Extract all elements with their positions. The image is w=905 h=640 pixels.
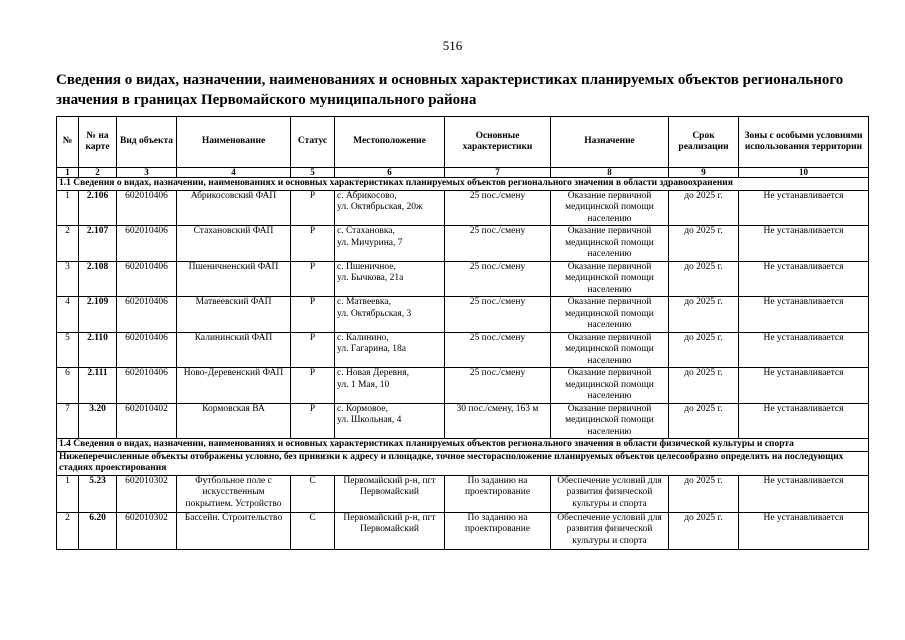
object-characteristics [445, 332, 551, 368]
object-name: Абрикосовский ФАП [177, 190, 291, 226]
column-number: 6 [335, 168, 445, 178]
object-purpose: Обеспечение условий для развития физической культуры и спорта [551, 512, 669, 549]
location-street: ул. Октябрьская, 20ж [337, 202, 423, 212]
object-kind: 602010406 [117, 261, 177, 297]
row-number: 1 [57, 190, 79, 226]
special-zones: Не устанавливается [739, 332, 869, 368]
section-heading: 1.4 Сведения о видах, назначении, наименованиях и основных характеристиках планируемых объектов регионального значения в области физической культуры и спорта [57, 439, 869, 452]
header-cell: № на карте [79, 117, 117, 168]
object-status: Р [291, 261, 335, 297]
object-location [335, 261, 445, 297]
column-number: 5 [291, 168, 335, 178]
special-zones: Не устанавливается [739, 226, 869, 262]
special-zones: Не устанавливается [739, 297, 869, 333]
implementation-term: до 2025 г. [669, 190, 739, 226]
table-row [57, 475, 869, 512]
column-number: 4 [177, 168, 291, 178]
object-characteristics [445, 403, 551, 439]
header-cell: Срок реализации [669, 117, 739, 168]
object-characteristics [445, 190, 551, 226]
map-number: 2.111 [79, 368, 117, 404]
special-zones: Не устанавливается [739, 190, 869, 226]
row-number: 2 [57, 512, 79, 549]
object-kind: 602010402 [117, 403, 177, 439]
characteristics-text: 30 пос./смену, 163 м [456, 403, 539, 414]
implementation-term: до 2025 г. [669, 512, 739, 549]
header-cell: Местоположение [335, 117, 445, 168]
header-cell: Назначение [551, 117, 669, 168]
implementation-term: до 2025 г. [669, 226, 739, 262]
object-location [335, 332, 445, 368]
object-kind: 602010406 [117, 226, 177, 262]
object-kind: 602010406 [117, 297, 177, 333]
table-header-row [57, 117, 869, 168]
objects-table [56, 116, 869, 550]
object-status: Р [291, 332, 335, 368]
object-status: Р [291, 368, 335, 404]
placement-note: Нижеперечисленные объекты отображены условно, без привязки к адресу и площадке, точное месторасположение планируемых объектов целесообразно определять на последующих стадиях проектирования [57, 451, 869, 475]
object-characteristics [445, 226, 551, 262]
object-name: Кормовская ВА [177, 403, 291, 439]
location-settlement: с. Кормовое, [337, 403, 388, 414]
row-number: 3 [57, 261, 79, 297]
characteristics-text: 25 пос./смену [469, 261, 526, 272]
object-name: Стахановский ФАП [177, 226, 291, 262]
implementation-term: до 2025 г. [669, 332, 739, 368]
object-location: Первомайский р-н, пгт Первомайский [335, 475, 445, 512]
column-number: 8 [551, 168, 669, 178]
implementation-term: до 2025 г. [669, 403, 739, 439]
implementation-term: до 2025 г. [669, 475, 739, 512]
location-street: ул. Школьная, 4 [337, 415, 402, 425]
column-number: 2 [79, 168, 117, 178]
characteristics-text: 25 пос./смену [469, 332, 526, 343]
object-purpose: Оказание первичной медицинской помощи населению [551, 368, 669, 404]
location-settlement: с. Стахановка, [337, 226, 395, 236]
header-cell: Основные характеристики [445, 117, 551, 168]
object-characteristics: По заданию на проектирование [445, 512, 551, 549]
object-status: Р [291, 226, 335, 262]
map-number: 2.106 [79, 190, 117, 226]
object-kind: 602010302 [117, 475, 177, 512]
table-row [57, 261, 869, 297]
special-zones: Не устанавливается [739, 261, 869, 297]
object-purpose: Обеспечение условий для развития физической культуры и спорта [551, 475, 669, 512]
map-number: 2.110 [79, 332, 117, 368]
object-location [335, 297, 445, 333]
object-name: Футбольное поле с искусственным покрытием. Устройство [177, 475, 291, 512]
object-location [335, 403, 445, 439]
row-number: 7 [57, 403, 79, 439]
location-settlement: с. Абрикосово, [337, 190, 397, 201]
object-kind: 602010406 [117, 368, 177, 404]
table-row [57, 190, 869, 226]
map-number: 2.108 [79, 261, 117, 297]
header-cell: Вид объекта [117, 117, 177, 168]
column-number: 9 [669, 168, 739, 178]
column-number: 10 [739, 168, 869, 178]
location-street: ул. Бычкова, 21а [337, 273, 404, 283]
table-row [57, 368, 869, 404]
map-number: 5.23 [79, 475, 117, 512]
special-zones: Не устанавливается [739, 403, 869, 439]
object-characteristics: По заданию на проектирование [445, 475, 551, 512]
row-number: 6 [57, 368, 79, 404]
map-number: 2.109 [79, 297, 117, 333]
object-status: Р [291, 403, 335, 439]
object-name: Калининский ФАП [177, 332, 291, 368]
table-row [57, 332, 869, 368]
implementation-term: до 2025 г. [669, 297, 739, 333]
object-purpose: Оказание первичной медицинской помощи населению [551, 332, 669, 368]
object-location [335, 226, 445, 262]
special-zones: Не устанавливается [739, 512, 869, 549]
column-number-row [57, 168, 869, 178]
object-purpose: Оказание первичной медицинской помощи населению [551, 403, 669, 439]
row-number: 4 [57, 297, 79, 333]
object-name: Бассейн. Строительство [177, 512, 291, 549]
section-heading-sport [57, 439, 869, 452]
object-status: Р [291, 190, 335, 226]
location-street: ул. Гагарина, 18а [337, 344, 407, 354]
column-number: 1 [57, 168, 79, 178]
column-number: 3 [117, 168, 177, 178]
object-kind: 602010406 [117, 332, 177, 368]
object-kind: 602010302 [117, 512, 177, 549]
map-number: 2.107 [79, 226, 117, 262]
object-characteristics [445, 297, 551, 333]
object-characteristics [445, 368, 551, 404]
row-number: 5 [57, 332, 79, 368]
characteristics-text: 25 пос./смену [469, 368, 526, 378]
object-name: Пшеничненский ФАП [177, 261, 291, 297]
section-heading-healthcare [57, 178, 869, 191]
location-street: ул. Октябрьская, 3 [337, 308, 412, 319]
table-row [57, 512, 869, 549]
characteristics-text: 25 пос./смену [469, 226, 526, 236]
object-status: С [291, 512, 335, 549]
characteristics-text: 25 пос./смену [469, 190, 526, 201]
header-cell: Наименование [177, 117, 291, 168]
document-title: Сведения о видах, назначении, наименованиях и основных характеристиках планируемых объектов регионального значения в границах Первомайского муниципального района [56, 72, 844, 108]
object-status: Р [291, 297, 335, 333]
section-heading: 1.1 Сведения о видах, назначении, наименованиях и основных характеристиках планируемых объектов регионального значения в области здравоохранения [57, 178, 869, 191]
location-settlement: с. Калинино, [337, 332, 389, 343]
header-cell: № [57, 117, 79, 168]
location-settlement: с. Пшеничное, [337, 261, 396, 272]
note-row [57, 451, 869, 475]
table-row [57, 226, 869, 262]
implementation-term: до 2025 г. [669, 368, 739, 404]
table-row [57, 403, 869, 439]
page-number: 516 [442, 38, 463, 53]
special-zones: Не устанавливается [739, 475, 869, 512]
object-location: Первомайский р-н, пгт Первомайский [335, 512, 445, 549]
object-purpose: Оказание первичной медицинской помощи населению [551, 297, 669, 333]
location-settlement: с. Матвеевка, [337, 297, 391, 307]
object-purpose: Оказание первичной медицинской помощи населению [551, 261, 669, 297]
location-street: ул. 1 Мая, 10 [337, 379, 390, 390]
map-number: 6.20 [79, 512, 117, 549]
characteristics-text: 25 пос./смену [469, 297, 526, 307]
map-number: 3.20 [79, 403, 117, 439]
table-row [57, 297, 869, 333]
object-location [335, 190, 445, 226]
location-settlement: с. Новая Деревня, [337, 368, 409, 378]
object-purpose: Оказание первичной медицинской помощи населению [551, 190, 669, 226]
implementation-term: до 2025 г. [669, 261, 739, 297]
object-purpose: Оказание первичной медицинской помощи населению [551, 226, 669, 262]
object-characteristics [445, 261, 551, 297]
header-cell: Статус [291, 117, 335, 168]
header-cell: Зоны с особыми условиями использования территории [739, 117, 869, 168]
special-zones: Не устанавливается [739, 368, 869, 404]
object-location [335, 368, 445, 404]
row-number: 1 [57, 475, 79, 512]
object-name: Ново-Деревенский ФАП [177, 368, 291, 404]
column-number: 7 [445, 168, 551, 178]
object-kind: 602010406 [117, 190, 177, 226]
row-number: 2 [57, 226, 79, 262]
object-name: Матвеевский ФАП [177, 297, 291, 333]
object-status: С [291, 475, 335, 512]
location-street: ул. Мичурина, 7 [337, 237, 403, 248]
